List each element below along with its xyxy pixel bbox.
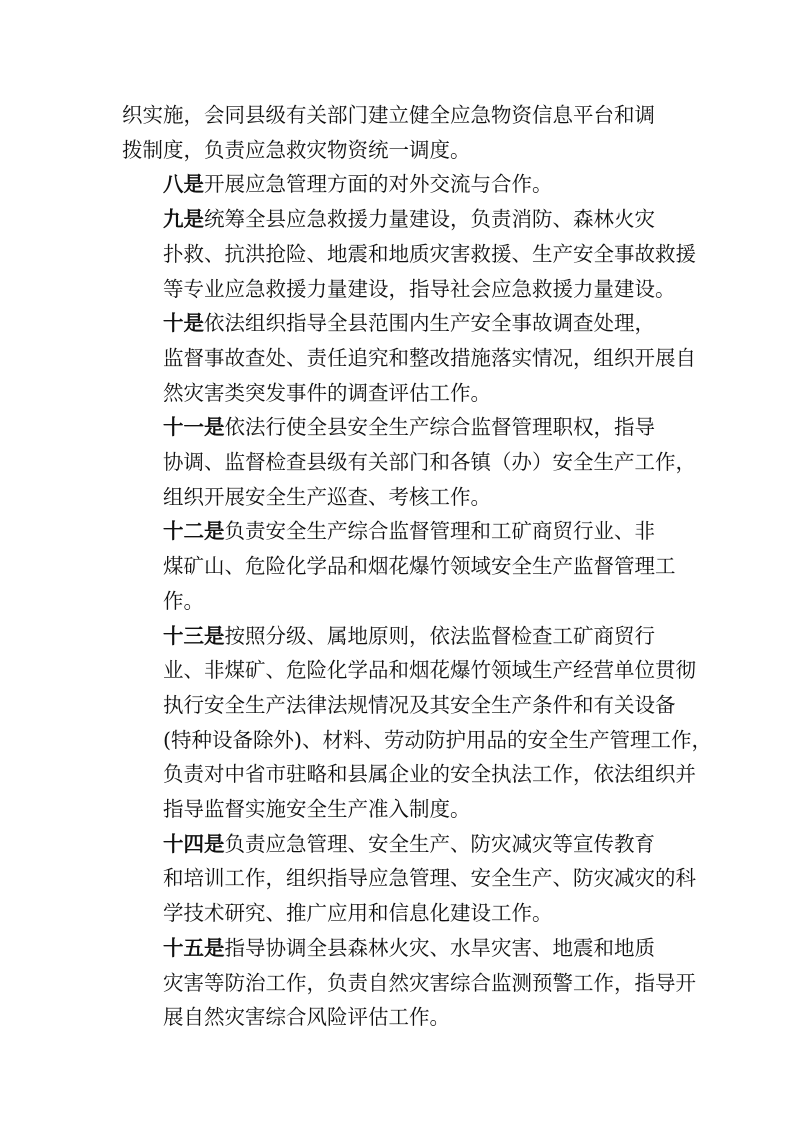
line-text: 执行安全生产法律法规情况及其安全生产条件和有关设备: [163, 692, 676, 717]
line-text: 负责应急管理、安全生产、防灾减灾等宣传教育: [224, 831, 655, 856]
line-text: 灾害等防治工作，负责自然灾害综合监测预警工作，指导开: [163, 970, 696, 995]
paragraph: [122, 306, 696, 410]
paragraph: [122, 167, 672, 202]
line-text: 作。: [163, 588, 204, 613]
text-line: [122, 584, 672, 619]
text-line: [122, 445, 696, 480]
line-text: 扑救、抗洪抢险、地震和地质灾害救援、生产安全事故救援: [163, 241, 696, 266]
text-line: [122, 827, 672, 862]
paragraph: [122, 931, 696, 1035]
text-line: [122, 757, 696, 792]
paragraph: [122, 827, 696, 931]
line-text: 协调、监督检查县级有关部门和各镇（办）安全生产工作，: [163, 450, 696, 475]
text-line: [122, 723, 712, 758]
paragraph: [122, 410, 696, 514]
text-line: [122, 931, 672, 966]
line-text: 学技术研究、推广应用和信息化建设工作。: [163, 901, 553, 926]
line-text: 拨制度，负责应急救灾物资统一调度。: [122, 137, 471, 162]
paragraph: [122, 619, 712, 827]
line-text: 监督事故查处、责任追究和整改措施落实情况，组织开展自: [163, 345, 696, 370]
text-line: [122, 272, 676, 307]
text-line: [122, 341, 696, 376]
line-text: 等专业应急救援力量建设，指导社会应急救援力量建设。: [163, 276, 676, 301]
text-line: [122, 376, 672, 411]
line-text: 依法组织指导全县范围内生产安全事故调查处理，: [204, 311, 655, 336]
item-lead-label: 八是: [163, 172, 204, 197]
text-line: [122, 167, 672, 202]
line-text: 和培训工作，组织指导应急管理、安全生产、防灾减灾的科: [163, 866, 696, 891]
text-line: [122, 966, 696, 1001]
text-line: [122, 133, 672, 168]
line-text: 开展应急管理方面的对外交流与合作。: [204, 172, 553, 197]
line-text: 按照分级、属地原则，依法监督检查工矿商贸行: [224, 623, 655, 648]
paragraph: [122, 514, 676, 618]
text-line: [122, 688, 676, 723]
line-text: (特种设备除外)、材料、劳动防护用品的安全生产管理工作，: [163, 727, 712, 752]
text-line: [122, 549, 676, 584]
line-text: 业、非煤矿、危险化学品和烟花爆竹领域生产经营单位贯彻: [163, 658, 696, 683]
line-text: 指导监督实施安全生产准入制度。: [163, 797, 471, 822]
text-line: [122, 1000, 672, 1035]
item-lead-label: 十五是: [163, 935, 225, 960]
line-text: 统筹全县应急救援力量建设，负责消防、森林火灾: [204, 207, 655, 232]
text-line: [122, 202, 672, 237]
line-text: 然灾害类突发事件的调查评估工作。: [163, 380, 491, 405]
text-line: [122, 237, 696, 272]
text-line: [122, 98, 672, 133]
text-line: [122, 514, 672, 549]
item-lead-label: 十四是: [163, 831, 225, 856]
line-text: 负责安全生产综合监督管理和工矿商贸行业、非: [224, 519, 655, 544]
item-lead-label: 十二是: [163, 519, 225, 544]
line-text: 负责对中省市驻略和县属企业的安全执法工作，依法组织并: [163, 762, 696, 787]
text-line: [122, 896, 672, 931]
text-line: [122, 792, 672, 827]
line-text: 依法行使全县安全生产综合监督管理职权，指导: [224, 415, 655, 440]
line-text: 展自然灾害综合风险评估工作。: [163, 1005, 450, 1030]
text-line: [122, 861, 696, 896]
text-line: [122, 480, 672, 515]
item-lead-label: 十一是: [163, 415, 225, 440]
line-text: 织实施，会同县级有关部门建立健全应急物资信息平台和调: [122, 103, 655, 127]
text-line: [122, 306, 672, 341]
document-body: [122, 98, 712, 1035]
paragraph: [122, 98, 672, 167]
item-lead-label: 九是: [163, 207, 204, 232]
text-line: [122, 653, 696, 688]
text-line: [122, 619, 672, 654]
text-line: [122, 410, 672, 445]
line-text: 组织开展安全生产巡查、考核工作。: [163, 484, 491, 509]
item-lead-label: 十是: [163, 311, 204, 336]
line-text: 指导协调全县森林火灾、水旱灾害、地震和地质: [224, 935, 655, 960]
item-lead-label: 十三是: [163, 623, 225, 648]
line-text: 煤矿山、危险化学品和烟花爆竹领域安全生产监督管理工: [163, 554, 676, 579]
paragraph: [122, 202, 696, 306]
